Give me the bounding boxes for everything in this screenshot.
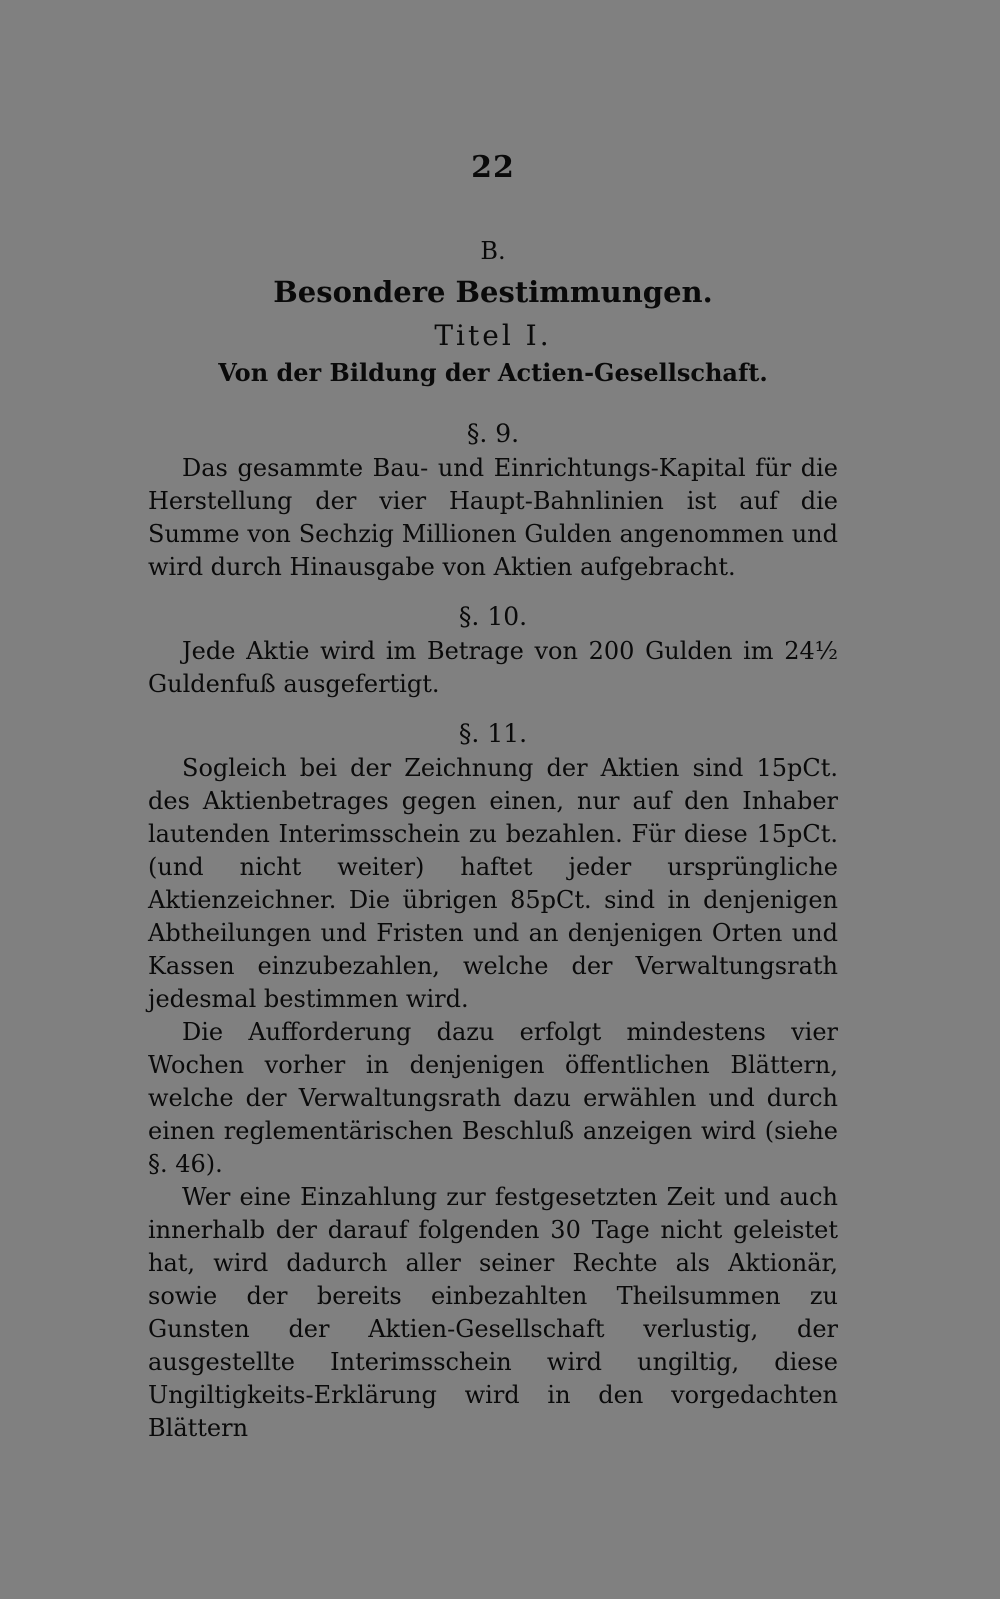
- paragraph: Sogleich bei der Zeichnung der Aktien sind 15pCt. des Aktienbetrages gegen einen, nur auf den Inhaber lautenden Interimsschein zu bezahlen. Für diese 15pCt. (und nicht weiter) haftet jeder ursprüngliche Aktienzeichner. Die übrigen 85pCt. sind in denjenigen Abtheilungen und Fristen und an denjenigen Orten und Kassen einzubezahlen, welche der Verwaltungsrath jedesmal bestimmen wird.: [148, 754, 838, 1013]
- section-heading: §. 11.: [458, 719, 528, 748]
- section-9: [148, 419, 838, 584]
- paragraph: Die Aufforderung dazu erfolgt mindestens vier Wochen vorher in denjenigen öffentlichen Blättern, welche der Verwaltungsrath dazu erwählen und durch einen reglementärischen Beschluß anzeigen wird (siehe §. 46).: [148, 1018, 838, 1178]
- paragraph: Das gesammte Bau- und Einrichtungs-Kapital für die Herstellung der vier Haupt-Bahnlinien ist auf die Summe von Sechzig Millionen Gulden angenommen und wird durch Hinausgabe von Aktien aufgebracht.: [148, 454, 838, 581]
- page-number: 22: [471, 150, 515, 185]
- title-name: Von der Bildung der Actien-Gesellschaft.: [218, 358, 768, 387]
- section-heading: §. 9.: [466, 419, 520, 448]
- paragraph: Jede Aktie wird im Betrage von 200 Gulden im 24½ Guldenfuß ausgefertigt.: [148, 637, 838, 698]
- document-page: [148, 150, 838, 1445]
- paragraph: Wer eine Einzahlung zur festgesetzten Zeit und auch innerhalb der darauf folgenden 30 Tage nicht geleistet hat, wird dadurch aller seiner Rechte als Aktionär, sowie der bereits einbezahlten Theilsummen zu Gunsten der Aktien-Gesellschaft verlustig, der ausgestellte Interimsschein wird ungiltig, diese Ungiltigkeits-Erklärung wird in den vorgedachten Blättern: [148, 1183, 838, 1442]
- section-11: [148, 719, 838, 1445]
- title-number: Titel I.: [434, 319, 552, 352]
- section-heading: §. 10.: [458, 602, 528, 631]
- part-title: Besondere Bestimmungen.: [273, 275, 713, 309]
- section-10: [148, 602, 838, 701]
- part-letter: B.: [480, 237, 506, 265]
